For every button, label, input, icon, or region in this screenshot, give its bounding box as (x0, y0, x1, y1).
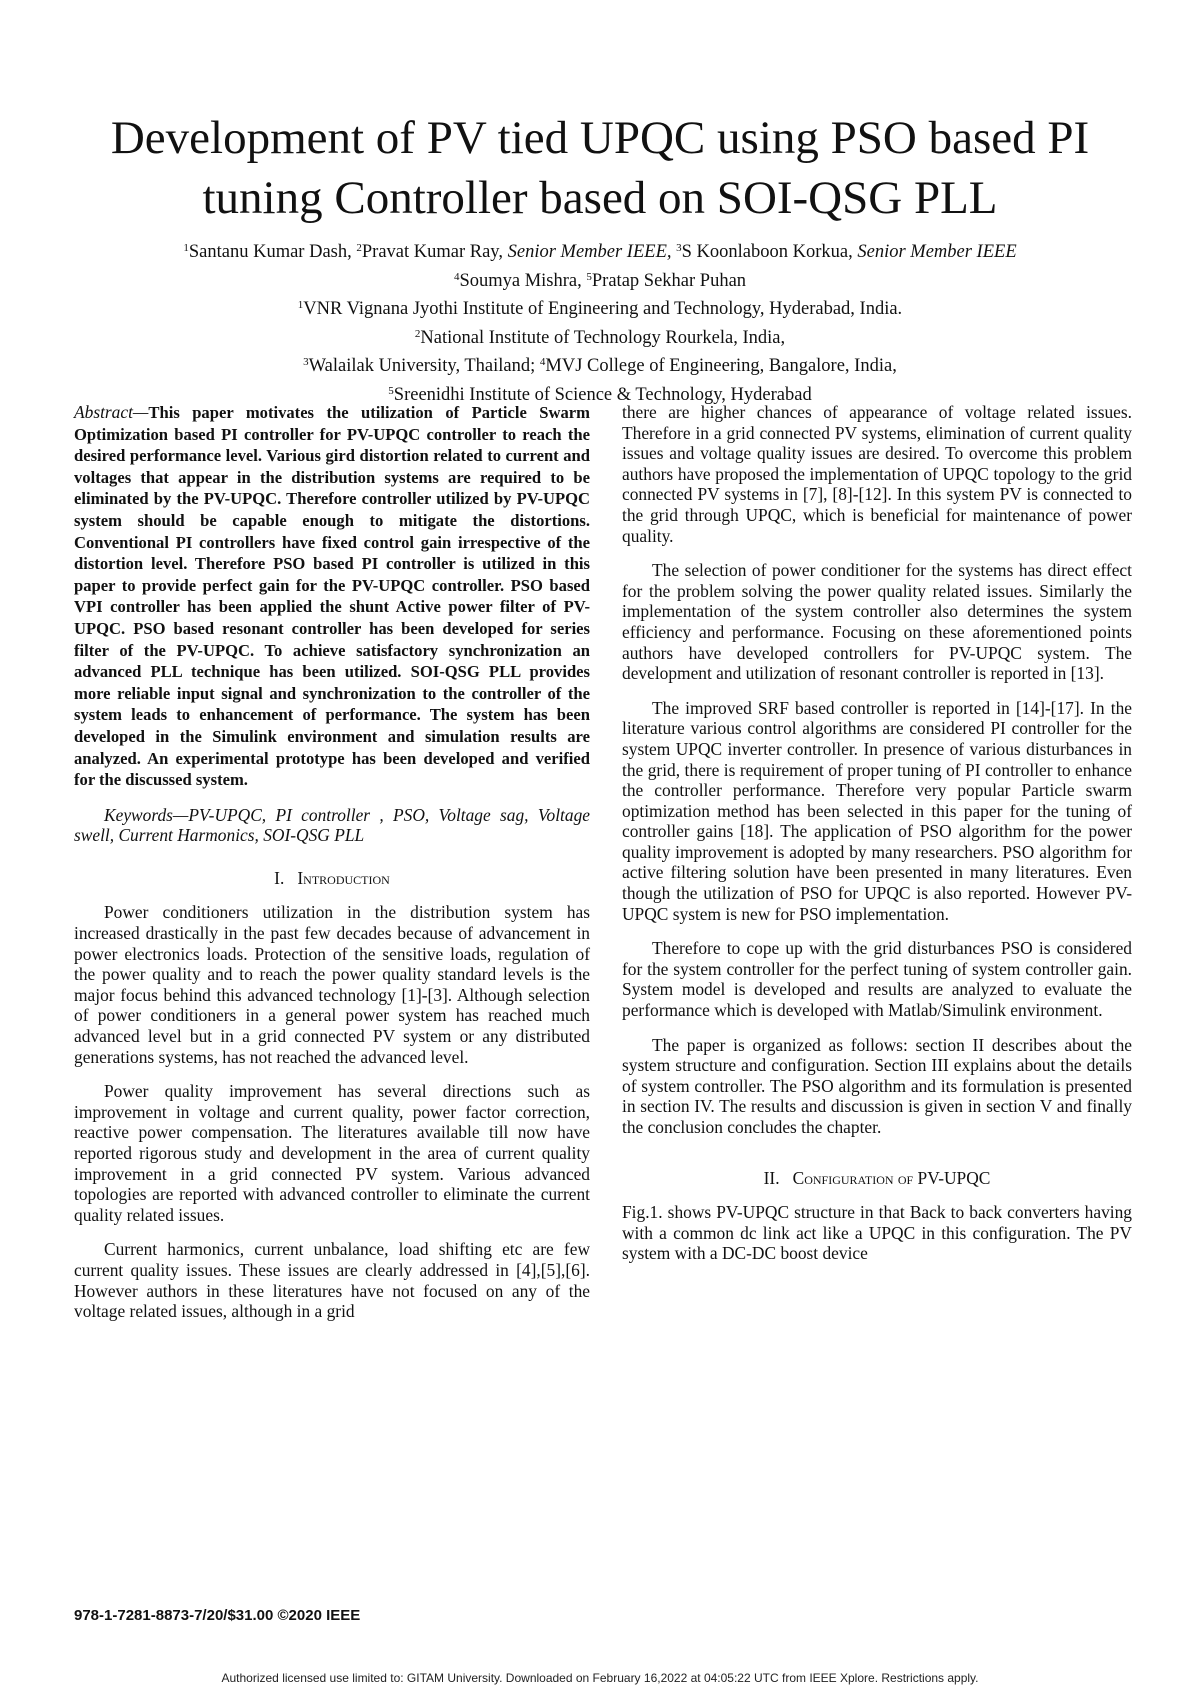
right-column (622, 402, 1132, 1278)
isbn-copyright: 978-1-7281-8873-7/20/$31.00 ©2020 IEEE (74, 1607, 361, 1624)
author-2: Pravat Kumar Ray, (361, 242, 508, 262)
affiliation-5-sup: 5 (388, 384, 394, 397)
affiliation-1-sup: 1 (297, 299, 304, 311)
intro-paragraph-4: there are higher chances of appearance of voltage related issues. Therefore in a grid connected PV systems, elimination of current quality issues and voltage quality issues are desired. To overcome this problem authors have proposed the implementation of UPQC topology to the grid connected PV systems in [7], [8]-[12]. In this system PV is connected to the grid through UPQC, which is beneficial for maintenance of power quality. (622, 402, 1132, 546)
abstract-lead: Abstract— (74, 402, 149, 422)
author-block (40, 236, 1160, 407)
intro-paragraph-3: Current harmonics, current unbalance, load shifting etc are few current quality issues. These issues are clearly addressed in [4],[5],[6]. However authors in these literatures have not focused on any of the voltage related issues, although in a grid (74, 1239, 590, 1322)
affiliation-5-text: Sreenidhi Institute of Science & Technology, Hyderabad (393, 384, 812, 405)
license-footer: Authorized licensed use limited to: GITAM University. Downloaded on February 16,2022 at 04:05:22 UTC from IEEE Xplore. Restrictions apply. (221, 1671, 979, 1685)
intro-paragraph-2: Power quality improvement has several directions such as improvement in voltage and current quality, power factor correction, reactive power compensation. The literatures available till now have reported rigorous study and development in the area of current quality improvement in a grid connected PV system. Various advanced topologies are reported with advanced controller to eliminate the current quality related issues. (74, 1081, 590, 1225)
author-4: Soumya Mishra, (459, 270, 587, 291)
author-5-sup: 5 (586, 270, 592, 283)
abstract-body: This paper motivates the utilization of Particle Swarm Optimization based PI controller for PV-UPQC controller to reach the desired performance level. Various gird distortion related to current and voltages that appear in the distribution systems are required to be eliminated by the PV-UPQC. Therefore controller utilized by PV-UPQC system should be capable enough to mitigate the distortions. Conventional PI controllers have fixed control gain irrespective of the distortion level. Therefore PSO based PI controller is utilized in this paper to provide perfect gain for the PV-UPQC controller. PSO based VPI controller has been applied the shunt Active power filter of PV-UPQC. PSO based resonant controller has been developed for series filter of the PV-UPQC. To achieve satisfactory synchronization an advanced PLL technique has been utilized. SOI-QSG PLL provides more reliable input signal and synchronization to the controller of the system leads to enhancement of performance. The system has been developed in the Simulink environment and simulation results are analyzed. An experimental prototype has been developed and verified for the discussed system. (74, 403, 590, 790)
author-2-role: Senior Member IEEE, (507, 242, 672, 262)
author-3-role: Senior Member IEEE (857, 242, 1017, 262)
title-line-1: Development of PV tied UPQC using PSO based PI (110, 112, 1090, 164)
intro-paragraph-8: The paper is organized as follows: section II describes about the system structure and configuration. Section III explains about the details of system controller. The PSO algorithm and its formulation is presented in section IV. The results and discussion is given in section V and finally the conclusion concludes the chapter. (622, 1034, 1132, 1137)
author-1-sup: 1 (183, 242, 189, 254)
affiliation-4-sup: 4 (539, 356, 546, 368)
intro-paragraph-6: The improved SRF based controller is reported in [14]-[17]. In the literature various control algorithms are considered PI controller for the system UPQC inverter controller. In presence of various disturbances in the grid, there is requirement of proper tuning of PI controller to enhance the controller performance. Therefore very popular Particle swarm optimization method has been selected in this paper for the tuning of controller gains [18]. The application of PSO algorithm for the power quality improvement is adopted by many researchers. PSO algorithm for active filtering solution have been presented in many literatures. Even though the utilization of PSO for UPQC is also reported. However PV-UPQC system is new for PSO implementation. (622, 697, 1132, 924)
affiliation-2-sup: 2 (414, 327, 421, 340)
intro-paragraph-7: Therefore to cope up with the grid disturbances PSO is considered for the system controller for the perfect tuning of system controller gain. System model is developed and results are analyzed to evaluate the performance which is developed with Matlab/Simulink environment. (622, 938, 1132, 1021)
affiliation-3 (40, 350, 1160, 379)
config-paragraph-1: Fig.1. shows PV-UPQC structure in that Back to back converters having with a common dc link act like a UPQC in this configuration. The PV system with a DC-DC boost device (622, 1202, 1132, 1264)
affiliation-1 (40, 293, 1160, 322)
title-line-2: tuning Controller based on SOI-QSG PLL (202, 172, 998, 224)
author-line-1 (40, 236, 1160, 265)
author-4-sup: 4 (453, 270, 460, 283)
author-3-sup: 3 (676, 242, 682, 254)
intro-paragraph-1: Power conditioners utilization in the distribution system has increased drastically in the past few decades because of advancement in power electronics loads. Protection of the sensitive loads, regulation of the power quality and to reach the power quality standard levels is the major focus behind this advanced technology [1]-[3]. Although selection of power conditioners in a general power system has reached much advanced level but in a grid connected PV system or any distributed generations systems, has not reached the advanced level. (74, 902, 590, 1067)
paper-title (60, 108, 1140, 228)
affiliation-3-sup: 3 (303, 356, 309, 368)
author-line-2 (40, 265, 1160, 294)
section-1-number: I. (274, 867, 285, 888)
author-5: Pratap Sekhar Puhan (591, 270, 747, 291)
section-1-heading (74, 868, 590, 889)
section-2-heading (622, 1168, 1132, 1189)
section-2-title: Configuration of PV-UPQC (792, 1167, 991, 1188)
affiliation-2-text: National Institute of Technology Rourkela, India, (420, 327, 786, 348)
author-2-sup: 2 (356, 242, 362, 254)
intro-paragraph-5: The selection of power conditioner for the systems has direct effect for the problem solving the power quality related issues. Similarly the implementation of the system controller also determines the system efficiency and performance. Focusing on these aforementioned points authors have developed controllers for PV-UPQC system. The development and utilization of resonant controller is reported in [13]. (622, 560, 1132, 684)
left-column (74, 402, 590, 1336)
affiliation-2 (40, 322, 1160, 351)
abstract (74, 402, 590, 791)
author-1: Santanu Kumar Dash, (188, 242, 357, 262)
affiliation-3-text: Walailak University, Thailand; (308, 356, 540, 376)
section-2-number: II. (763, 1167, 780, 1188)
affiliation-1-text: VNR Vignana Jyothi Institute of Engineering and Technology, Hyderabad, India. (303, 299, 903, 319)
affiliation-4-text: MVJ College of Engineering, Bangalore, India, (545, 356, 897, 376)
author-3: S Koonlaboon Korkua, (681, 242, 858, 262)
keywords: Keywords—PV-UPQC, PI controller , PSO, Voltage sag, Voltage swell, Current Harmonics, SOI-QSG PLL (74, 804, 590, 846)
section-1-title: Introduction (297, 867, 390, 888)
